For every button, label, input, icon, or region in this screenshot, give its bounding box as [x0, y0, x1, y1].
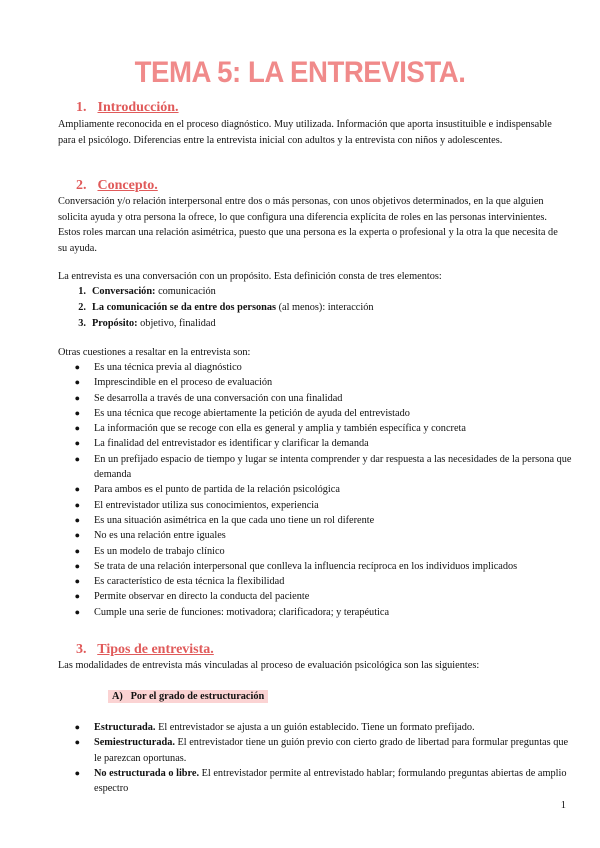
item-bold: Propósito:: [92, 318, 138, 329]
item-text: Es característico de esta técnica la flexibilidad: [94, 576, 285, 588]
section-heading-tipos: [76, 642, 214, 658]
list-item: [58, 406, 573, 421]
item-bold: Conversación:: [92, 286, 156, 297]
list-item: [58, 375, 573, 390]
item-text: Es un modelo de trabajo clínico: [94, 545, 225, 557]
item-number: 1.: [78, 286, 86, 297]
intro-paragraph: Ampliamente reconocida en el proceso diagnóstico. Muy utilizada. Información que aporta insustituible e indispensable para el psicólogo. Diferencias entre la entrevista inicial con adultos y la entrevista con niños y adolescentes.: [58, 119, 552, 146]
list-item: [58, 766, 573, 797]
list-item: [58, 605, 573, 620]
item-text: Imprescindible en el proceso de evaluación: [94, 377, 273, 389]
list-item: [58, 720, 573, 735]
item-text: No es una relación entre iguales: [94, 530, 226, 542]
item-text: La información que se recoge con ella es general y amplia y también específica y concreta: [94, 423, 466, 435]
tipos-intro: Las modalidades de entrevista más vinculadas al proceso de evaluación psicológica son las siguientes:: [58, 660, 480, 671]
elementos-list: [58, 284, 568, 332]
item-text: La finalidad del entrevistador es identificar y clarificar la demanda: [94, 438, 369, 450]
item-text: objetivo, finalidad: [137, 318, 216, 329]
item-bold: Semiestructurada.: [94, 737, 175, 749]
item-text: Permite observar en directo la conducta del paciente: [94, 591, 310, 603]
item-number: 2.: [78, 302, 86, 313]
subheading-estructuracion: A) Por el grado de estructuración: [108, 690, 268, 703]
item-text: Se desarrolla a través de una conversación con una finalidad: [94, 392, 343, 404]
section-number: 2.: [76, 178, 87, 193]
bullet-icon: ●: [74, 453, 80, 464]
item-text: (al menos): interacción: [276, 302, 374, 313]
list-item: [58, 544, 573, 559]
list-item: [58, 452, 573, 483]
list-item: [58, 589, 573, 604]
bullet-icon: ●: [74, 576, 80, 587]
list-item: [58, 735, 573, 766]
bullet-icon: ●: [74, 560, 80, 571]
bullet-icon: ●: [74, 606, 80, 617]
item-text: El entrevistador permite al entrevistado hablar; formulando preguntas abiertas de amplio espectro: [94, 767, 567, 795]
item-text: Es una técnica previa al diagnóstico: [94, 362, 242, 373]
item-text: comunicación: [155, 286, 216, 297]
bullet-icon: ●: [74, 438, 80, 449]
bullet-icon: ●: [74, 362, 80, 372]
bullet-icon: ●: [74, 377, 80, 388]
item-text: Es una técnica que recoge abiertamente la petición de ayuda del entrevistado: [94, 407, 410, 419]
section-title: Tipos de entrevista.: [97, 642, 214, 657]
list-item: [58, 421, 573, 436]
otras-list: [58, 360, 573, 620]
list-item: [58, 436, 573, 451]
bullet-icon: ●: [74, 737, 80, 748]
item-number: 3.: [78, 318, 86, 329]
bullet-icon: ●: [74, 514, 80, 525]
list-item: [58, 360, 573, 375]
item-bold: Estructurada.: [94, 722, 156, 733]
list-item: [58, 300, 568, 316]
bullet-icon: ●: [74, 407, 80, 418]
otras-intro: Otras cuestiones a resaltar en la entrevista son:: [58, 347, 251, 358]
item-text: El entrevistador tiene un guión previo con cierto grado de libertad para formular preguntas que le parezcan oportunas.: [94, 737, 569, 764]
item-text: En un prefijado espacio de tiempo y lugar se intenta comprender y dar respuesta a las necesidades de la persona que demanda: [94, 453, 572, 481]
concepto-paragraph: Conversación y/o relación interpersonal entre dos o más personas, con unos objetivos determinados, en la que alguien solicita ayuda y otra persona la ofrece, lo que configura una diferencia explícita de roles en las personas intervinientes. Estos roles marcan una relación asimétrica, puesto que una persona es la experta o profesional y la otra la que necesita de su ayuda.: [58, 196, 558, 254]
list-item: [58, 574, 573, 589]
item-bold: La comunicación se da entre dos personas: [92, 302, 277, 313]
list-item: [58, 528, 573, 543]
list-item: [58, 482, 573, 497]
list-item: [58, 391, 573, 406]
bullet-icon: ●: [74, 545, 80, 556]
list-item: [58, 513, 573, 528]
section-title: Introducción.: [97, 100, 179, 115]
section-number: 3.: [76, 642, 87, 657]
list-item: [58, 284, 568, 300]
page-title: TEMA 5: LA ENTREVISTA.: [134, 56, 466, 89]
section-heading-introduccion: [76, 100, 179, 116]
section-number: 1.: [76, 100, 87, 115]
bullet-icon: ●: [74, 499, 80, 510]
section-title: Concepto.: [97, 178, 158, 193]
item-text: Se trata de una relación interpersonal que conlleva la influencia recíproca en los individuos implicados: [94, 560, 518, 572]
item-bold: No estructurada o libre.: [94, 767, 200, 779]
section-heading-concepto: [76, 178, 158, 194]
page-number: 1: [560, 800, 566, 811]
item-text: Para ambos es el punto de partida de la relación psicológica: [94, 484, 340, 496]
bullet-icon: ●: [74, 767, 80, 778]
list-item: [58, 316, 568, 332]
bullet-icon: ●: [74, 530, 80, 541]
item-text: Cumple una serie de funciones: motivadora; clarificadora; y terapéutica: [94, 606, 390, 618]
item-text: El entrevistador se ajusta a un guión establecido. Tiene un formato prefijado.: [155, 722, 475, 733]
tipos-list: [58, 720, 573, 796]
item-text: El entrevistador utiliza sus conocimientos, experiencia: [94, 499, 319, 511]
definicion-intro: La entrevista es una conversación con un propósito. Esta definición consta de tres elementos:: [58, 271, 442, 282]
bullet-icon: ●: [74, 484, 80, 495]
bullet-icon: ●: [74, 722, 80, 732]
list-item: [58, 559, 573, 574]
bullet-icon: ●: [74, 591, 80, 602]
bullet-icon: ●: [74, 423, 80, 434]
list-item: [58, 498, 573, 513]
bullet-icon: ●: [74, 392, 80, 403]
item-text: Es una situación asimétrica en la que cada uno tiene un rol diferente: [94, 514, 375, 526]
